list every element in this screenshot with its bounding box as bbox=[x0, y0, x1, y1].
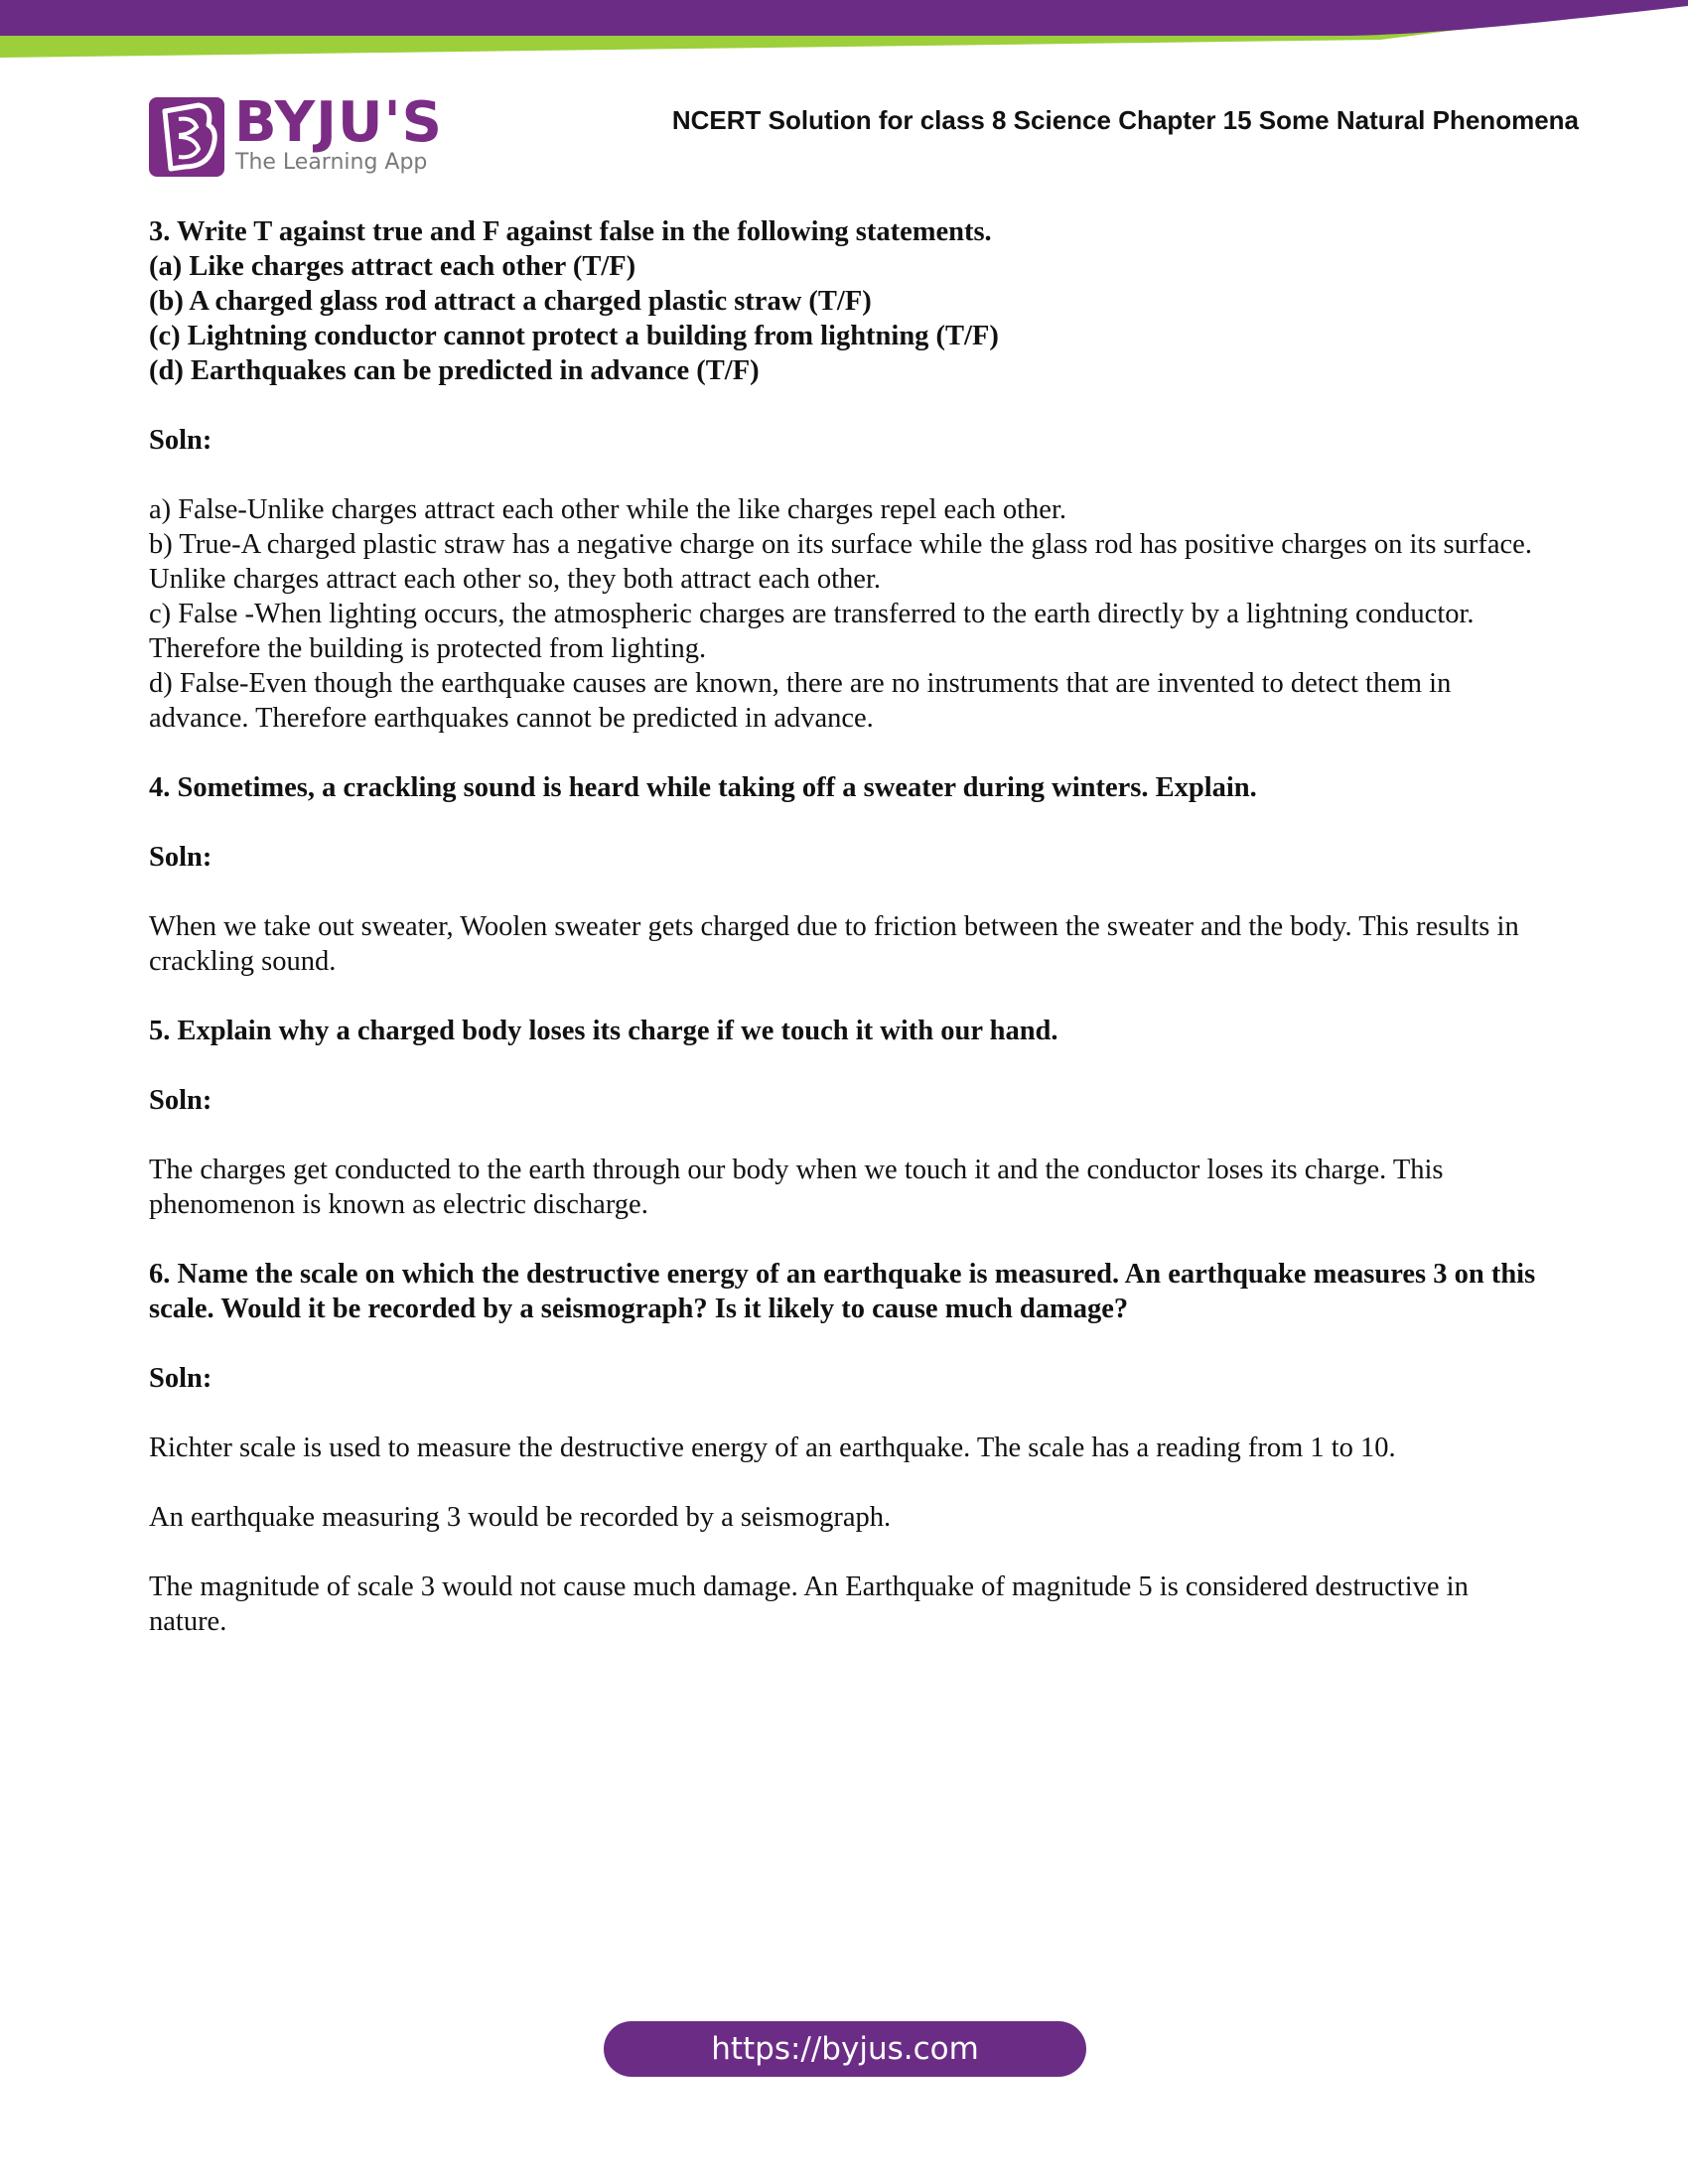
solution-label: Soln: bbox=[149, 425, 212, 456]
answer-6-para-1: Richter scale is used to measure the destructive energy of an earthquake. The scale has a reading from 1 to 10. bbox=[149, 1433, 1396, 1463]
question-3-part-d: (d) Earthquakes can be predicted in advance (T/F) bbox=[149, 355, 760, 386]
brand-tagline: The Learning App bbox=[235, 150, 428, 175]
question-6: 6. Name the scale on which the destructive energy of an earthquake is measured. An earthquake measures 3 on this scale. Would it be recorded by a seismograph? Is it likely to cause much damage? bbox=[149, 1259, 1536, 1324]
question-3-part-a: (a) Like charges attract each other (T/F) bbox=[149, 251, 636, 282]
answer-3a: a) False-Unlike charges attract each other while the like charges repel each other. bbox=[149, 494, 1066, 525]
answer-5: The charges get conducted to the earth through our body when we touch it and the conductor loses its charge. This phenomenon is known as electric discharge. bbox=[149, 1155, 1444, 1220]
byjus-logo bbox=[149, 90, 443, 181]
solution-label: Soln: bbox=[149, 1363, 212, 1394]
answer-6-para-2: An earthquake measuring 3 would be recorded by a seismograph. bbox=[149, 1502, 892, 1533]
question-5: 5. Explain why a charged body loses its charge if we touch it with our hand. bbox=[149, 1016, 1058, 1046]
answer-6-para-3: The magnitude of scale 3 would not cause much damage. An Earthquake of magnitude 5 is considered destructive in nature. bbox=[149, 1571, 1469, 1637]
solution-label: Soln: bbox=[149, 842, 212, 873]
solution-label: Soln: bbox=[149, 1085, 212, 1116]
question-4: 4. Sometimes, a crackling sound is heard while taking off a sweater during winters. Explain. bbox=[149, 772, 1257, 803]
question-3: 3. Write T against true and F against false in the following statements. bbox=[149, 216, 992, 247]
page-title: NCERT Solution for class 8 Science Chapter 15 Some Natural Phenomena bbox=[671, 105, 1579, 135]
answer-3b: b) True-A charged plastic straw has a negative charge on its surface while the glass rod has positive charges on its surface. Unlike charges attract each other so, they both attract each other. bbox=[149, 529, 1532, 595]
brand-name: BYJU'S bbox=[234, 90, 443, 155]
website-link[interactable]: https://byjus.com bbox=[604, 2021, 1086, 2077]
answer-4: When we take out sweater, Woolen sweater gets charged due to friction between the sweater and the body. This results in crackling sound. bbox=[149, 911, 1519, 977]
document-body bbox=[149, 214, 1549, 1639]
answer-3d: d) False-Even though the earthquake causes are known, there are no instruments that are invented to detect them in advance. Therefore earthquakes cannot be predicted in advance. bbox=[149, 668, 1452, 734]
byjus-logo-icon bbox=[149, 97, 224, 177]
question-3-part-b: (b) A charged glass rod attract a charged plastic straw (T/F) bbox=[149, 286, 872, 317]
top-banner bbox=[0, 0, 1688, 60]
question-3-part-c: (c) Lightning conductor cannot protect a building from lightning (T/F) bbox=[149, 321, 999, 351]
answer-3c: c) False -When lighting occurs, the atmospheric charges are transferred to the earth directly by a lightning conductor. Therefore the building is protected from lighting. bbox=[149, 599, 1475, 664]
